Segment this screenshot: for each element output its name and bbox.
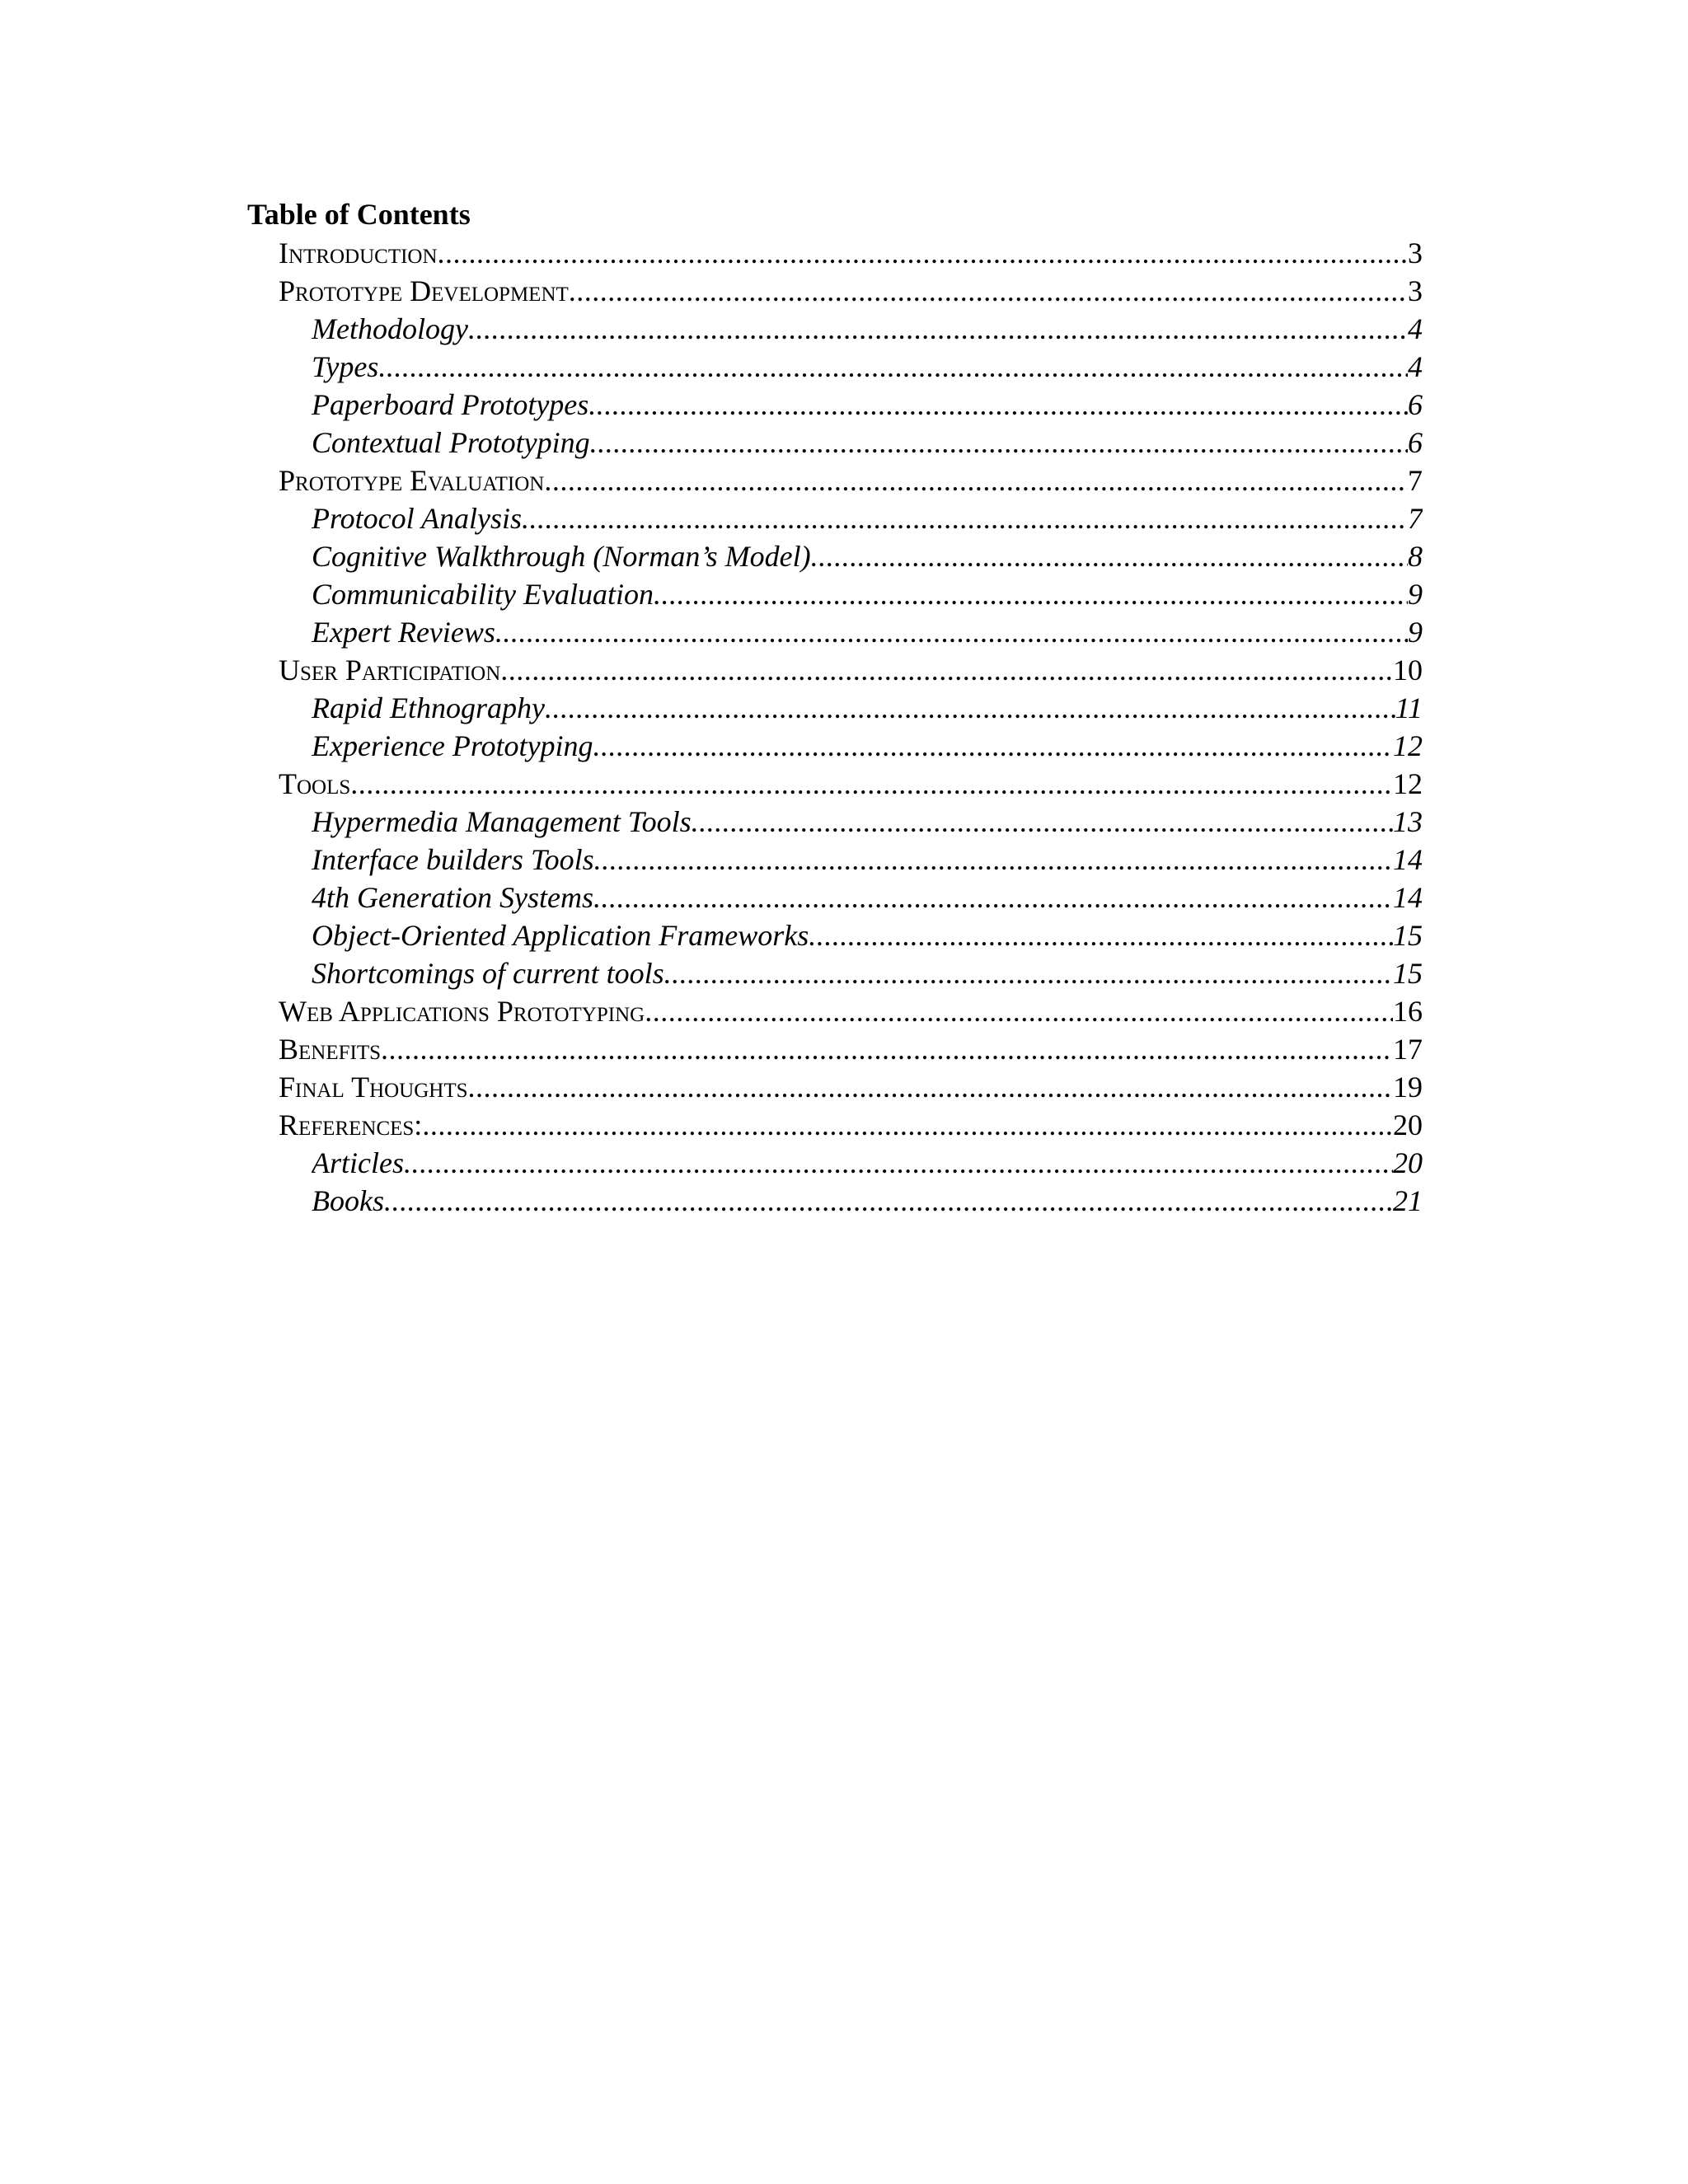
- toc-page-number: 6: [1408, 426, 1423, 459]
- toc-page-number: 20: [1393, 1146, 1423, 1179]
- toc-leader-dots: [381, 1030, 1393, 1068]
- toc-entry-label: Introduction: [279, 237, 438, 269]
- toc-leader-dots: [590, 424, 1408, 462]
- toc-entry-label: Books: [312, 1184, 384, 1217]
- toc-page-number: 7: [1408, 464, 1423, 497]
- toc-entry-paperboard-prototypes[interactable]: [312, 386, 1423, 424]
- toc-entry-label: Prototype Development: [279, 274, 569, 307]
- toc-entry-prototype-development[interactable]: [279, 272, 1423, 310]
- toc-entry-user-participation[interactable]: [279, 651, 1423, 689]
- toc-entry-label: 4th Generation Systems: [312, 881, 593, 914]
- toc-entry-object-oriented-frameworks[interactable]: [312, 916, 1423, 954]
- toc-entry-label: Experience Prototyping: [312, 729, 593, 762]
- toc-entry-prototype-evaluation[interactable]: [279, 462, 1423, 499]
- toc-leader-dots: [522, 499, 1408, 537]
- toc-leader-dots: [404, 1144, 1393, 1182]
- toc-entry-label: Articles: [312, 1146, 404, 1179]
- toc-page-number: 4: [1408, 350, 1423, 383]
- toc-entry-hypermedia-management-tools[interactable]: [312, 803, 1423, 841]
- toc-entry-label: Rapid Ethnography: [312, 691, 545, 724]
- toc-entry-label: Methodology: [312, 312, 468, 345]
- toc-entry-experience-prototyping[interactable]: [312, 727, 1423, 765]
- toc-entry-benefits[interactable]: [279, 1030, 1423, 1068]
- toc-page-number: 14: [1393, 843, 1423, 876]
- toc-entry-shortcomings-of-current-tools[interactable]: [312, 954, 1423, 992]
- toc-page-number: 6: [1408, 388, 1423, 421]
- toc-leader-dots: [811, 537, 1408, 575]
- toc-entry-tools[interactable]: [279, 765, 1423, 803]
- toc-entry-methodology[interactable]: [312, 310, 1423, 348]
- toc-entry-interface-builders-tools[interactable]: [312, 841, 1423, 879]
- toc-leader-dots: [545, 689, 1395, 727]
- toc-entry-label: Shortcomings of current tools: [312, 957, 664, 990]
- toc-page-number: 14: [1393, 881, 1423, 914]
- toc-leader-dots: [692, 803, 1393, 841]
- toc-leader-dots: [594, 841, 1393, 879]
- toc-page-number: 3: [1408, 274, 1423, 307]
- toc-leader-dots: [645, 992, 1393, 1030]
- toc-entry-label: Types: [312, 350, 379, 383]
- toc-entry-communicability-evaluation[interactable]: [312, 575, 1423, 613]
- toc-entry-label: Prototype Evaluation: [279, 464, 545, 497]
- toc-entry-label: Interface builders Tools: [312, 843, 594, 876]
- toc-entry-contextual-prototyping[interactable]: [312, 424, 1423, 462]
- toc-page-number: 13: [1393, 805, 1423, 838]
- toc-entry-protocol-analysis[interactable]: [312, 499, 1423, 537]
- toc-leader-dots: [468, 310, 1408, 348]
- toc-leader-dots: [593, 879, 1393, 916]
- toc-page-number: 7: [1408, 502, 1423, 535]
- toc-page-number: 15: [1393, 957, 1423, 990]
- toc-leader-dots: [664, 954, 1393, 992]
- toc-entry-label: Object-Oriented Application Frameworks: [312, 919, 809, 952]
- toc-entry-label: Paperboard Prototypes: [312, 388, 589, 421]
- toc-page-number: 20: [1393, 1108, 1423, 1141]
- toc-leader-dots: [593, 727, 1393, 765]
- toc-entry-label: Web Applications Prototyping: [279, 995, 645, 1028]
- toc-leader-dots: [569, 272, 1408, 310]
- toc-leader-dots: [544, 462, 1408, 499]
- toc-page-number: 17: [1393, 1033, 1423, 1066]
- toc-page-number: 9: [1408, 616, 1423, 649]
- toc-leader-dots: [654, 575, 1408, 613]
- toc-leader-dots: [350, 765, 1393, 803]
- toc-entry-final-thoughts[interactable]: [279, 1068, 1423, 1106]
- toc-leader-dots: [500, 651, 1393, 689]
- toc-entry-label: Contextual Prototyping: [312, 426, 590, 459]
- toc-entry-label: Hypermedia Management Tools: [312, 805, 692, 838]
- toc-page-number: 21: [1393, 1184, 1423, 1217]
- toc-entry-references[interactable]: [279, 1106, 1423, 1144]
- toc-page-number: 10: [1393, 654, 1423, 687]
- toc-entry-label: Tools: [279, 767, 351, 800]
- toc-page-number: 12: [1393, 767, 1423, 800]
- toc-title: Table of Contents: [247, 198, 471, 231]
- toc-leader-dots: [495, 613, 1408, 651]
- toc-leader-dots: [438, 234, 1408, 272]
- toc-entry-4th-generation-systems[interactable]: [312, 879, 1423, 916]
- toc-page-number: 3: [1408, 237, 1423, 269]
- toc-entry-label: References:: [279, 1108, 423, 1141]
- toc-entry-label: Cognitive Walkthrough (Norman’s Model): [312, 540, 811, 573]
- toc-page-number: 19: [1393, 1071, 1423, 1104]
- toc-entry-rapid-ethnography[interactable]: [312, 689, 1423, 727]
- toc-entry-label: Final Thoughts: [279, 1071, 468, 1104]
- toc-entry-cognitive-walkthrough[interactable]: [312, 537, 1423, 575]
- toc-entry-books[interactable]: [312, 1182, 1423, 1220]
- toc-page-number: 9: [1408, 578, 1423, 611]
- toc-leader-dots: [809, 916, 1393, 954]
- toc-entry-label: User Participation: [279, 654, 501, 687]
- toc-page-number: 15: [1393, 919, 1423, 952]
- toc-entry-introduction[interactable]: [279, 234, 1423, 272]
- toc-page-number: 4: [1408, 312, 1423, 345]
- toc-entry-types[interactable]: [312, 348, 1423, 386]
- toc-page-number: 8: [1408, 540, 1423, 573]
- toc-page-number: 16: [1393, 995, 1423, 1028]
- toc-entry-label: Communicability Evaluation: [312, 578, 654, 611]
- toc-page-number: 11: [1395, 691, 1423, 724]
- toc-leader-dots: [378, 348, 1408, 386]
- toc-entry-label: Protocol Analysis: [312, 502, 522, 535]
- toc-entry-expert-reviews[interactable]: [312, 613, 1423, 651]
- toc-leader-dots: [422, 1106, 1393, 1144]
- toc-page-number: 12: [1393, 729, 1423, 762]
- toc-leader-dots: [384, 1182, 1393, 1220]
- toc-entry-web-applications-prototyping[interactable]: [279, 992, 1423, 1030]
- toc-entry-articles[interactable]: [312, 1144, 1423, 1182]
- toc-entry-label: Expert Reviews: [312, 616, 495, 649]
- toc-entry-label: Benefits: [279, 1033, 382, 1066]
- toc-leader-dots: [468, 1068, 1393, 1106]
- toc-leader-dots: [588, 386, 1408, 424]
